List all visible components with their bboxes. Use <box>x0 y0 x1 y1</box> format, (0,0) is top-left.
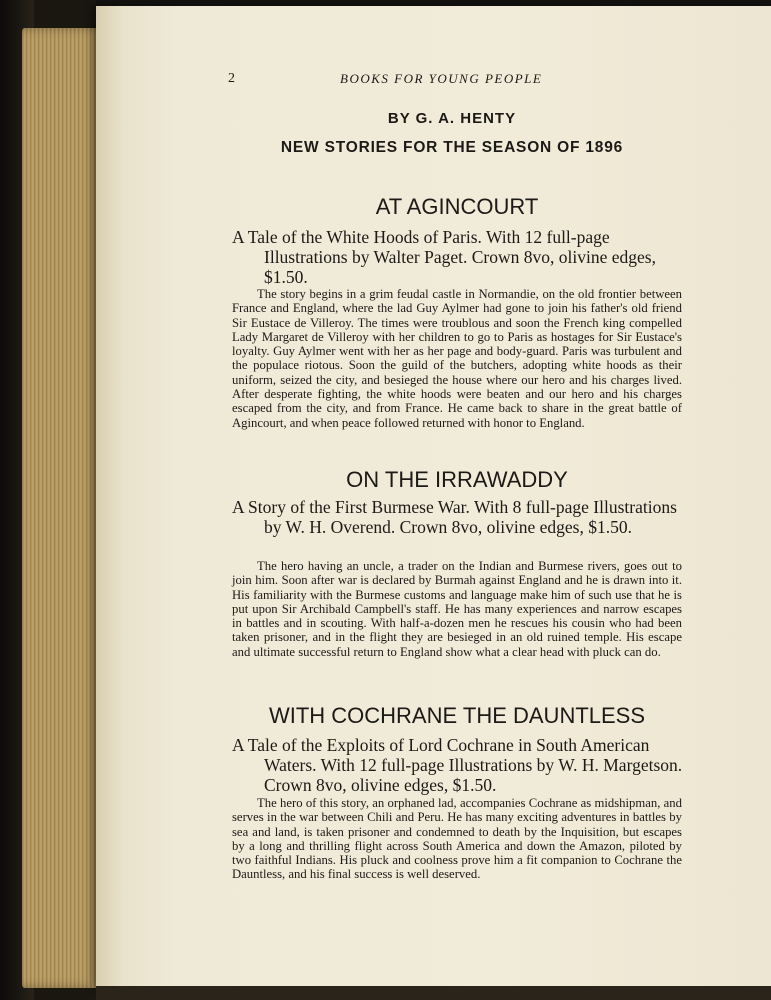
page-edges <box>22 28 104 988</box>
running-head: BOOKS FOR YOUNG PEOPLE <box>340 71 543 86</box>
page-header <box>228 71 668 91</box>
book-title: AT AGINCOURT <box>375 194 539 219</box>
book-blurb: The hero having an uncle, a trader on the Indian and Burmese rivers, goes out to join him. Soon after war is declared by Burmah against England and he is drawn into it. His familiarity with the Burmese customs and language make him of such use that he is put upon Sir Archibald Campbell's staff. He has many experiences and narrow escapes in battles and in scouting. With half-a-dozen men he rescues his cousin who had been taken prisoner, and in the flight they are besieged in an old ruined temple. His escape and ultimate successful return to England show what a clear head with pluck can do. <box>232 559 682 659</box>
season-line: NEW STORIES FOR THE SEASON OF 1896 <box>280 139 624 156</box>
bottom-shadow <box>96 986 771 1000</box>
book-blurb: The story begins in a grim feudal castle in Normandie, on the old frontier between France and England, where the lad Guy Aylmer had gone to join his father's old friend Sir Eustace de Villeroy. The times were troublous and soon the French king compelled Lady Margaret de Villeroy with her children to go to Paris as hostages for Sir Eustace's loyalty. Guy Aylmer went with her as her page and body-guard. Paris was turbulent and the populace riotous. Soon the guild of the butchers, adopting white hoods as their uniform, seized the city, and besieged the house where our hero and his charges lived. After desperate fighting, the white hoods were beaten and our hero and his charges escaped from the city, and from France. He came back to share in the great battle of Agincourt, and when peace followed returned with honor to England. <box>232 287 682 430</box>
book-blurb: The hero of this story, an orphaned lad, accompanies Cochrane as midshipman, and serves in the war between Chili and Peru. He has many exciting adventures in battles by sea and land, is taken prisoner and condemned to death by the Inquisition, but escapes by a long and thrilling flight across South America and down the Amazon, piloted by two faithful Indians. His pluck and coolness prove him a fit companion to Cochrane the Dauntless, and his final success is well deserved. <box>232 796 682 882</box>
book-subtitle: A Tale of the White Hoods of Paris. With 12 full-page Illustrations by Walter Paget. Crown 8vo, olivine edges, $1.50. <box>232 227 656 287</box>
book-subtitle: A Story of the First Burmese War. With 8 full-page Illustrations by W. H. Overend. Crown 8vo, olivine edges, $1.50. <box>232 497 677 537</box>
book-title: WITH COCHRANE THE DAUNTLESS <box>268 703 646 728</box>
page-number: 2 <box>228 71 235 86</box>
book-title: ON THE IRRAWADDY <box>346 467 568 492</box>
book-subtitle: A Tale of the Exploits of Lord Cochrane in South American Waters. With 12 full-page Illustrations by W. H. Margetson. Crown 8vo, olivine edges, $1.50. <box>232 735 683 795</box>
author-line: BY G. A. HENTY <box>387 110 517 127</box>
